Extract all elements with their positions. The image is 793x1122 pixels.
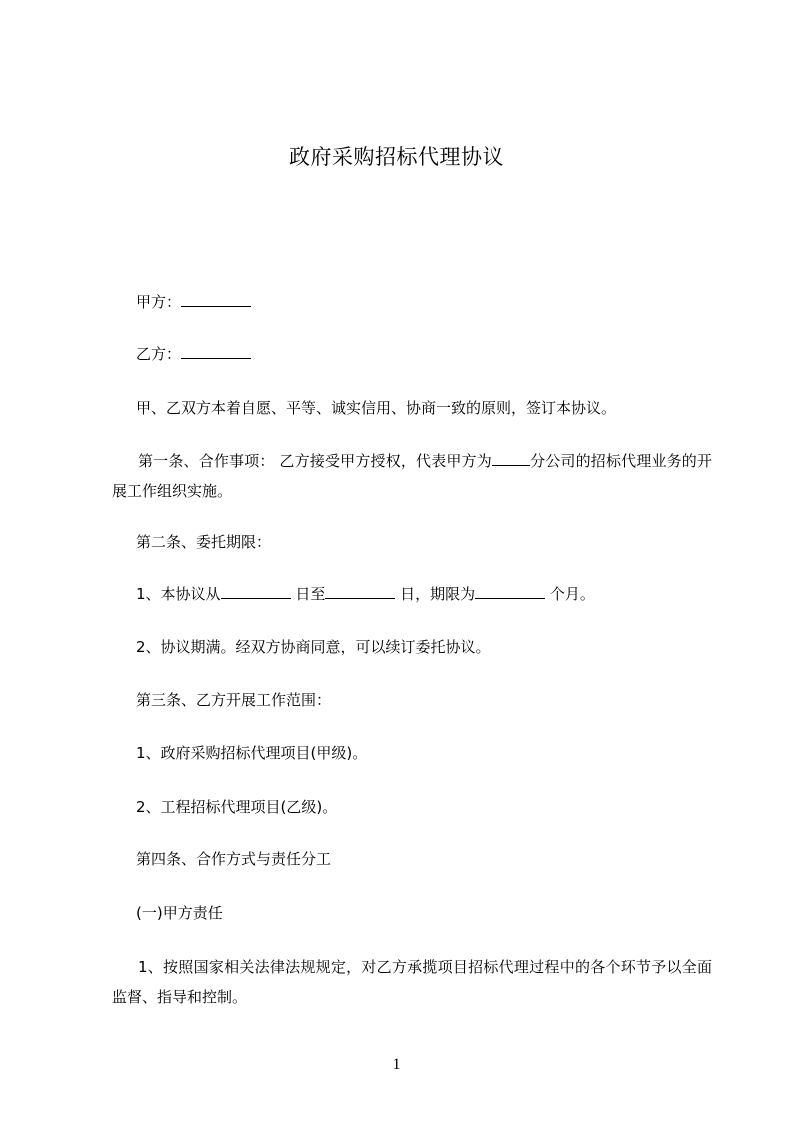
duty-item-1: 1、按照国家相关法律法规规定，对乙方承揽项目招标代理过程中的各个环节予以全面监督、指导和控制。 <box>112 958 712 1006</box>
party-b-line <box>136 343 251 365</box>
term-item-1 <box>136 583 595 605</box>
scope-item-2: 2、工程招标代理项目(乙级)。 <box>136 798 338 816</box>
article3-heading: 第三条、乙方开展工作范围： <box>136 691 332 709</box>
scope-item-1: 1、政府采购招标代理项目(甲级)。 <box>136 744 368 762</box>
page-number: 1 <box>392 1056 401 1073</box>
party-a-line <box>136 291 251 313</box>
term-item1-part1: 1、本协议从 <box>136 585 221 603</box>
term-item1-part2: 日至 <box>290 585 326 603</box>
article1-suffix: 分公司的招标代理业务的开展工作组织实施。 <box>112 452 712 500</box>
article1-blank <box>492 451 530 466</box>
term-start-blank <box>221 584 291 599</box>
article2-heading: 第二条、委托期限： <box>136 533 272 551</box>
party-a-duty-heading: (一)甲方责任 <box>136 904 223 922</box>
party-b-blank <box>181 344 251 359</box>
article1-paragraph <box>112 446 712 506</box>
term-months-blank <box>475 584 545 599</box>
term-item1-part3: 日，期限为 <box>395 585 476 603</box>
party-b-label: 乙方： <box>136 345 182 363</box>
party-a-label: 甲方： <box>136 293 182 311</box>
term-end-blank <box>325 584 395 599</box>
party-a-blank <box>181 292 251 307</box>
article4-heading: 第四条、合作方式与责任分工 <box>136 850 332 868</box>
term-item-2: 2、协议期满。经双方协商同意，可以续订委托协议。 <box>136 638 491 656</box>
article1-prefix: 第一条、合作事项： 乙方接受甲方授权，代表甲方为 <box>138 452 492 470</box>
document-title: 政府采购招标代理协议 <box>289 145 504 169</box>
term-item1-part4: 个月。 <box>545 585 595 603</box>
intro-paragraph: 甲、乙双方本着自愿、平等、诚实信用、协商一致的原则，签订本协议。 <box>136 399 617 417</box>
